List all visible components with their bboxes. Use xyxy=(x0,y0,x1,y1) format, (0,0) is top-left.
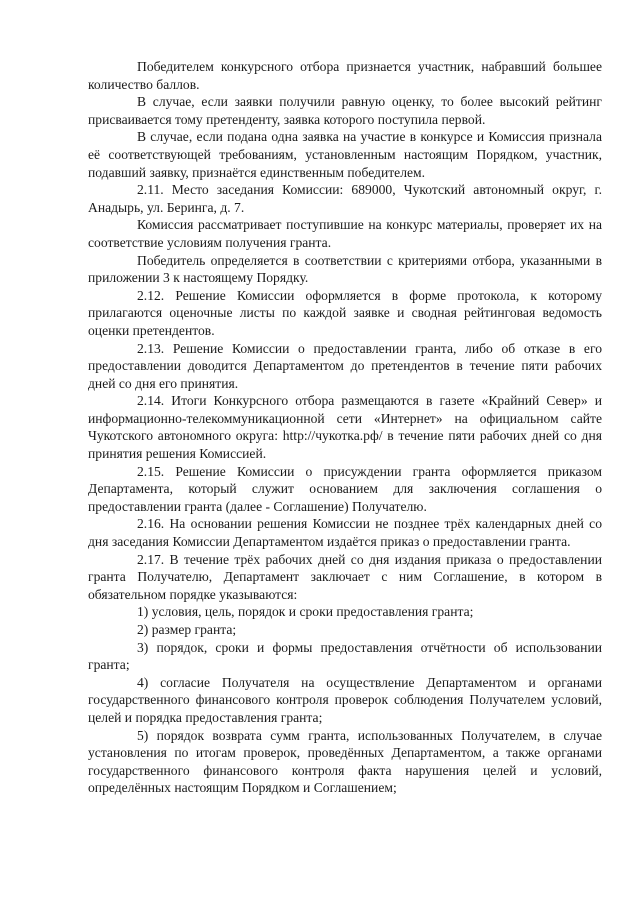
paragraph-2-16: 2.16. На основании решения Комиссии не позднее трёх календарных дней со дня заседания Комиссии Департаментом издаётся приказ о предоставлении гранта. xyxy=(88,516,602,550)
paragraph-commission-review: Комиссия рассматривает поступившие на конкурс материалы, проверяет их на соответствие условиям получения гранта. xyxy=(88,217,602,250)
paragraph-2-15: 2.15. Решение Комиссии о присуждении гранта оформляется приказом Департамента, который служит основанием для заключения соглашения о предоставлении гранта (далее - Соглашение) Получателю. xyxy=(88,463,602,514)
paragraph-winner-criteria: Победитель определяется в соответствии с критериями отбора, указанными в приложении 3 к настоящему Порядку. xyxy=(88,252,602,286)
document-page xyxy=(88,58,602,797)
paragraph-single-application: В случае, если подана одна заявка на участие в конкурсе и Комиссия признала её соответствующей требованиям, установленным настоящим Порядком, участник, подавший заявку, признаётся единственным победителем. xyxy=(88,129,602,180)
paragraph-2-11: 2.11. Место заседания Комиссии: 689000, Чукотский автономный округ, г. Анадырь, ул. Беринга, д. 7. xyxy=(88,182,602,215)
paragraph-winner-definition: Победителем конкурсного отбора признается участник, набравший большее количество баллов. xyxy=(88,59,602,92)
list-item-5: 5) порядок возврата сумм гранта, использованных Получателем, в случае установления по итогам проверок, проведённых Департаментом, а также органами государственного финансового контроля факта нарушения целей и условий, определённых настоящим Порядком и Соглашением; xyxy=(88,727,602,796)
paragraph-2-14: 2.14. Итоги Конкурсного отбора размещаются в газете «Крайний Север» и информационно-телекоммуникационной сети «Интернет» на официальном сайте Чукотского автономного округа: http://чукотка.рф/ в течение пяти рабочих дней со дня принятия решения Комиссией. xyxy=(88,393,602,462)
paragraph-2-13: 2.13. Решение Комиссии о предоставлении гранта, либо об отказе в его предоставлении доводится Департаментом до претендентов в течение пяти рабочих дней со дня его принятия. xyxy=(88,340,602,391)
paragraph-2-17: 2.17. В течение трёх рабочих дней со дня издания приказа о предоставлении гранта Получателю, Департамент заключает с ним Соглашение, в котором в обязательном порядке указываются: xyxy=(88,551,602,602)
list-item-4: 4) согласие Получателя на осуществление Департаментом и органами государственного финансового контроля проверок соблюдения Получателем условий, целей и порядка предоставления гранта; xyxy=(88,674,602,725)
paragraph-2-12: 2.12. Решение Комиссии оформляется в форме протокола, к которому прилагаются оценочные листы по каждой заявке и сводная рейтинговая ведомость оценки претендентов. xyxy=(88,287,602,338)
list-item-1: 1) условия, цель, порядок и сроки предоставления гранта; xyxy=(137,604,474,620)
paragraph-equal-score: В случае, если заявки получили равную оценку, то более высокий рейтинг присваивается тому претенденту, заявка которого поступила первой. xyxy=(88,94,602,127)
list-item-3: 3) порядок, сроки и формы предоставления отчётности об использовании гранта; xyxy=(88,639,602,673)
list-item-2: 2) размер гранта; xyxy=(137,622,237,637)
